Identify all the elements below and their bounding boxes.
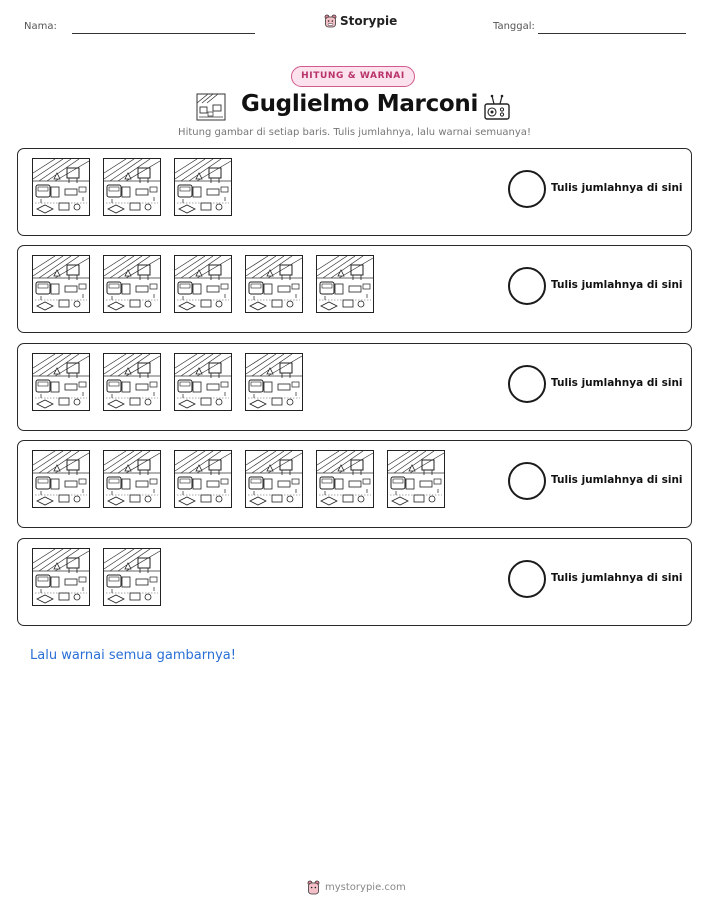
answer-label: Tulis jumlahnya di sini [551,279,683,291]
attic-workshop-icon[interactable] [103,548,161,606]
worksheet-title: Guglielmo Marconi [241,91,479,117]
attic-workshop-icon[interactable] [174,450,232,508]
worksheet-header [0,14,709,38]
answer-circle[interactable] [508,462,546,500]
attic-workshop-icon[interactable] [174,255,232,313]
name-label: Nama: [24,21,57,32]
storypie-logo-icon [307,880,320,895]
attic-workshop-icon[interactable] [387,450,445,508]
date-label: Tanggal: [493,21,535,32]
counting-row [17,148,692,236]
storypie-logo-icon [324,14,337,28]
counting-row [17,343,692,431]
attic-workshop-icon[interactable] [32,353,90,411]
attic-workshop-icon[interactable] [103,158,161,216]
attic-workshop-icon[interactable] [32,158,90,216]
attic-workshop-icon[interactable] [103,450,161,508]
radio-icon [482,94,512,122]
counting-row [17,245,692,333]
answer-circle[interactable] [508,170,546,208]
name-field[interactable] [72,33,255,34]
answer-circle[interactable] [508,365,546,403]
answer-label: Tulis jumlahnya di sini [551,377,683,389]
attic-workshop-icon[interactable] [32,548,90,606]
footer-site: mystorypie.com [325,882,406,893]
attic-workshop-icon[interactable] [245,353,303,411]
answer-label: Tulis jumlahnya di sini [551,182,683,194]
title-row [0,91,709,125]
counting-row [17,538,692,626]
brand [324,14,397,28]
activity-tag: HITUNG & WARNAI [291,66,415,87]
attic-workshop-icon[interactable] [245,255,303,313]
instructions: Hitung gambar di setiap baris. Tulis jumlahnya, lalu warnai semuanya! [178,127,531,138]
answer-label: Tulis jumlahnya di sini [551,572,683,584]
brand-name: Storypie [340,14,398,28]
counting-row [17,440,692,528]
answer-label: Tulis jumlahnya di sini [551,474,683,486]
attic-workshop-icon[interactable] [316,450,374,508]
attic-workshop-icon[interactable] [174,158,232,216]
attic-workshop-icon[interactable] [103,255,161,313]
workshop-scene-icon [196,93,226,121]
attic-workshop-icon[interactable] [32,255,90,313]
attic-workshop-icon[interactable] [245,450,303,508]
coloring-instruction: Lalu warnai semua gambarnya! [30,648,236,663]
answer-circle[interactable] [508,560,546,598]
date-field[interactable] [538,33,686,34]
attic-workshop-icon[interactable] [174,353,232,411]
attic-workshop-icon[interactable] [32,450,90,508]
answer-circle[interactable] [508,267,546,305]
footer [0,880,709,898]
attic-workshop-icon[interactable] [316,255,374,313]
attic-workshop-icon[interactable] [103,353,161,411]
